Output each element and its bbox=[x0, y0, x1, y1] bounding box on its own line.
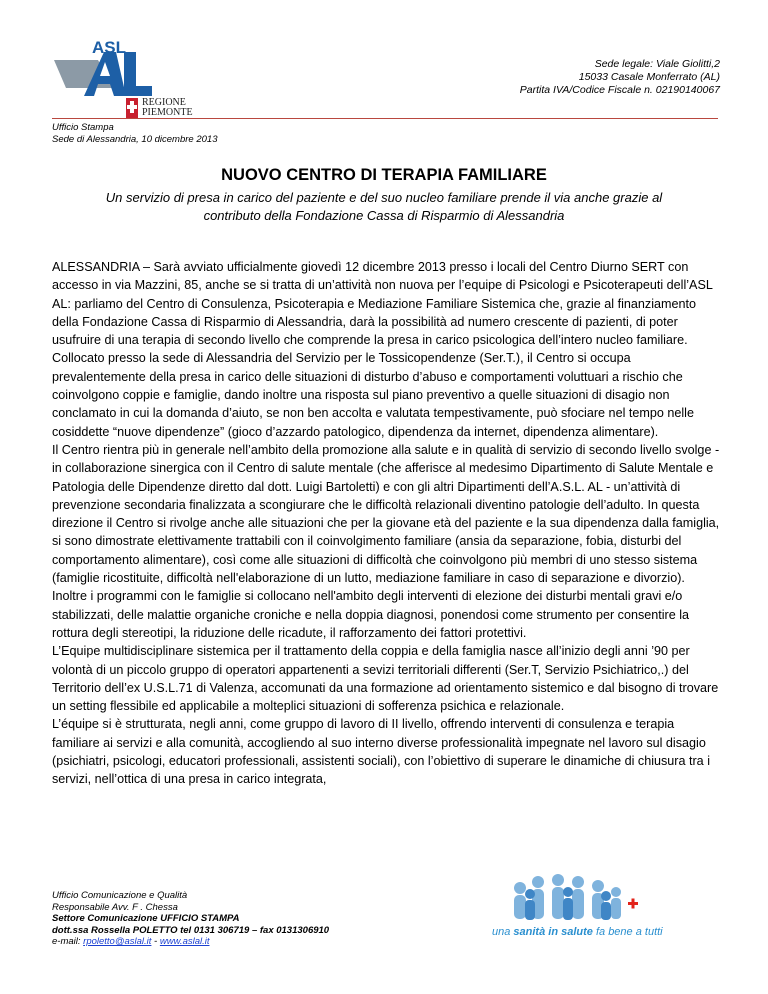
article-body bbox=[52, 258, 722, 789]
footer-links bbox=[52, 936, 329, 948]
footer-contacts bbox=[52, 890, 329, 948]
asl-al-logo bbox=[54, 38, 193, 122]
press-place-date: Sede di Alessandria, 10 dicembre 2013 bbox=[52, 134, 218, 145]
footer-contact-person: dott.ssa Rossella POLETTO tel 0131 306719 – fax 0131306910 bbox=[52, 924, 330, 936]
people-group-icon bbox=[500, 868, 650, 926]
article-paragraph-6: L’équipe si è strutturata, negli anni, come gruppo di lavoro di II livello, offrendo interventi di consulenza e terapia familiare ai servizi e alla comunità, accogliendo al suo interno diverse professionalità impegnate nel lavoro sul disagio (psichiatri, psicologi, educatori professionali, assistenti sociali), con l’obiettivo di superare le dinamiche di chiusura tra i servizi, nell’ottica di una presa in carico integrata, bbox=[52, 717, 710, 787]
article-title: NUOVO CENTRO DI TERAPIA FAMILIARE bbox=[221, 166, 547, 184]
slogan-part-3: fa bene a tutti bbox=[592, 926, 663, 938]
article-paragraph-2: Collocato presso la sede di Alessandria del Servizio per le Tossicopendenze (Ser.T.), il Centro si occupa prevalentemente della presa in carico delle situazioni di disturbo d’abuso e comportamenti voluttuari a rischio che coinvolgono coppie e famiglie, dando inoltre una risposta sul piano preventivo a quelle situazioni di disagio non conclamato in cui la domanda d’aiuto, se non ben accolta e valutata tempestivamente, può sfociare nel tempo nelle cosiddette “nuove dipendenze” (gioco d’azzardo patologico, dipendenza da internet, dipendenza alimentare). bbox=[52, 351, 694, 439]
legal-address-line-2: 15033 Casale Monferrato (AL) bbox=[578, 71, 720, 83]
footer-office: Ufficio Comunicazione e Qualità bbox=[52, 890, 188, 901]
legal-address-line-1: Sede legale: Viale Giolitti,2 bbox=[594, 58, 720, 70]
legal-address bbox=[520, 58, 720, 97]
region-line-2: PIEMONTE bbox=[142, 107, 193, 118]
article-paragraph-1: ALESSANDRIA – Sarà avviato ufficialmente giovedì 12 dicembre 2013 presso i locali del Centro Diurno SERT con accesso in via Mazzini, 85, anche se si tratta di un’attività non nuova per l’equipe di Psicologi e Psicoterapeuti dell’ASL AL: parliamo del Centro di Consulenza, Psicoterapia e Mediazione Familiare Sistemica che, grazie al finanziamento della Fondazione Cassa di Risparmio di Alessandria, darà la possibilità ad numero crescente di pazienti, di poter usufruire di una terapia di secondo livello che comprende la presa in carico psicologica dell’intero nucleo familiare. bbox=[52, 260, 713, 348]
legal-address-line-3: Partita IVA/Codice Fiscale n. 02190140067 bbox=[519, 84, 720, 96]
header-divider bbox=[52, 118, 718, 119]
article-subtitle: Un servizio di presa in carico del paziente e del suo nucleo familiare prende il via anche grazie al contributo della Fondazione Cassa di Risparmio di Alessandria bbox=[105, 190, 663, 223]
article-paragraph-4: Inoltre i programmi con le famiglie si collocano nell'ambito degli interventi di elezione dei disturbi mentali gravi e/o stabilizzati, delle malattie organiche croniche e nella doppia diagnosi, ponendosi come strumento per consentire la rottura degli stereotipi, la riduzione delle ricadute, il rafforzamento dei fattori protettivi. bbox=[52, 589, 690, 640]
slogan-part-1: una bbox=[492, 926, 514, 938]
article-paragraph-3: Il Centro rientra più in generale nell’ambito della promozione alla salute e in qualità di servizio di secondo livello svolge - in collaborazione sinergica con il Centro di salute mentale (che afferisce al medesimo Dipartimento di Salute Mentale e Patologia delle Dipendenze diretto dal dott. Luigi Bartoletti) e con gli altri Dipartimenti dell’A.S.L. AL - un’attività di prevenzione secondaria finalizzata a scongiurare che le difficoltà relazionali diventino patologie dell’adulto. In questa direzione il Centro si rivolge anche alle situazioni che per la giovane età del paziente e la sua dipendenza dalla famiglia, si sono dimostrate elettivamente trattabili con il coinvolgimento familiare (ansia da separazione, fobia, disturbi del comportamento alimentare), così come alle situazioni di difficoltà che coinvolgono più membri di uno stesso sistema (famiglie ricostituite, difficoltà nell'elaborazione di un lutto, mediazione familiare in caso di separazione e divorzio). bbox=[52, 442, 720, 586]
footer-sector: Settore Comunicazione UFFICIO STAMPA bbox=[52, 913, 240, 924]
region-line-1: REGIONE bbox=[142, 97, 186, 108]
press-office-info bbox=[52, 122, 217, 146]
regione-flag-icon bbox=[126, 98, 138, 118]
press-office: Ufficio Stampa bbox=[52, 122, 114, 133]
website-link[interactable]: www.aslal.it bbox=[159, 936, 210, 947]
links-separator: - bbox=[151, 936, 160, 947]
email-label: e-mail: bbox=[52, 936, 84, 947]
slogan-part-2: sanità in salute bbox=[513, 926, 593, 938]
email-link[interactable]: rpoletto@aslal.it bbox=[83, 936, 152, 947]
footer-manager: Responsabile Avv. F . Chessa bbox=[52, 901, 178, 913]
slogan bbox=[492, 926, 663, 938]
logo-brand-text: ASL bbox=[92, 38, 126, 57]
logo-region-text bbox=[142, 98, 193, 118]
article-paragraph-5: L’Equipe multidisciplinare sistemica per il trattamento della coppia e della famiglia nasce all’inizio degli anni ’90 per volontà di un piccolo gruppo di operatori appartenenti a sevizi territoriali differenti (Ser.T, Servizio Psichiatrico,.) del Territorio dell’ex U.S.L.71 di Valenza, accomunati da una formazione ad orientamento sistemico e dal bisogno di trovare un setting flessibile ed applicabile a molteplici situazioni di sofferenza psichica e relazionale. bbox=[52, 644, 719, 714]
